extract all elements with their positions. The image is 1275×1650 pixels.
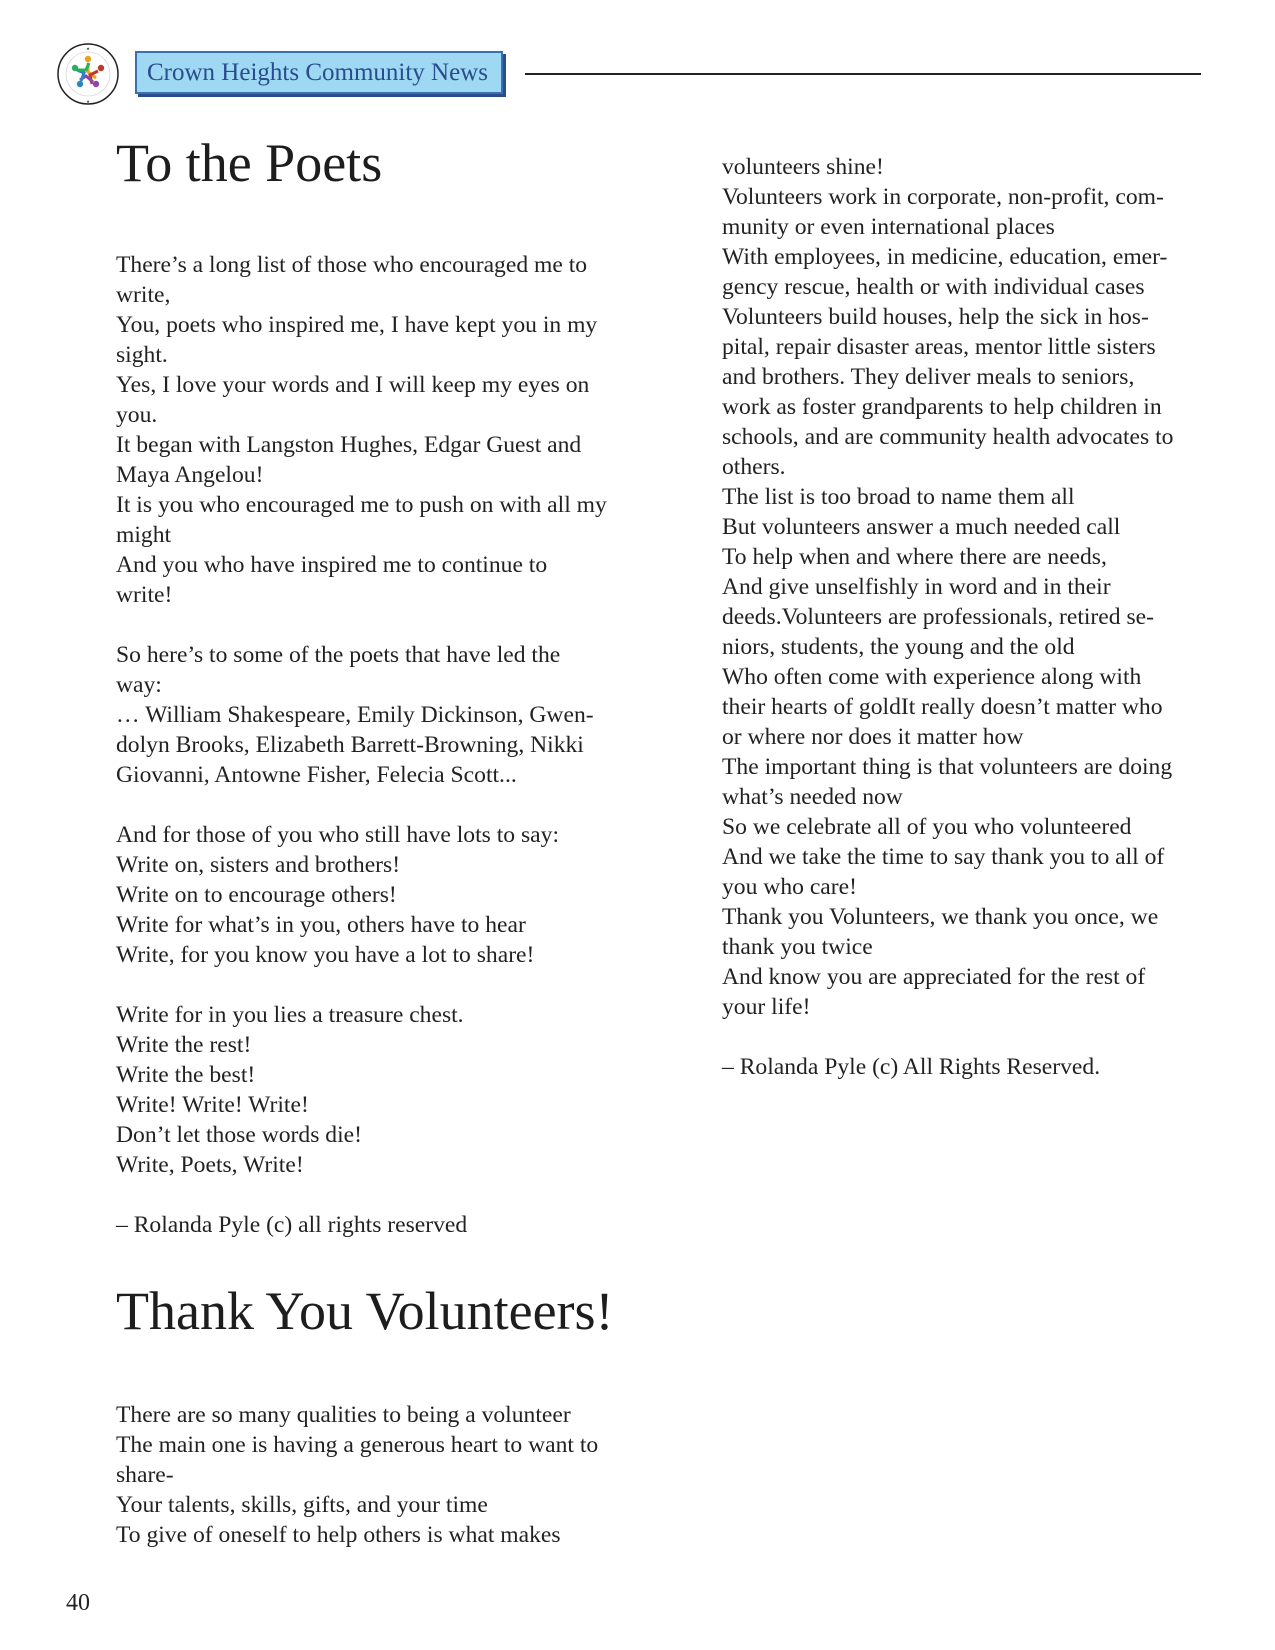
poem-line: dolyn Brooks, Elizabeth Barrett-Browning, Nikki — [116, 732, 584, 758]
poem-body-thank-you-volunteers-part1 — [116, 1400, 656, 1550]
poem-line: – Rolanda Pyle (c) All Rights Reserved. — [722, 1054, 1101, 1080]
poem-line: Write on to encourage others! — [116, 882, 397, 908]
poem-line: Write for what’s in you, others have to hear — [116, 912, 526, 938]
poem-line: what’s needed now — [722, 784, 903, 810]
poem-line: – Rolanda Pyle (c) all rights reserved — [116, 1212, 468, 1238]
poem-line: Write, Poets, Write! — [116, 1152, 304, 1178]
poem-line: There are so many qualities to being a volunteer — [116, 1402, 571, 1428]
poem-line: There’s a long list of those who encouraged me to — [116, 252, 588, 278]
stanza-break — [116, 790, 656, 820]
poem-line: Don’t let those words die! — [116, 1122, 362, 1148]
publication-masthead: Crown Heights Community News — [135, 51, 503, 94]
page-number: 40 — [66, 1590, 90, 1616]
page-header — [0, 0, 1275, 110]
poem-line: sight. — [116, 342, 168, 368]
poem-line: You, poets who inspired me, I have kept you in my — [116, 312, 598, 338]
poem-line: And for those of you who still have lots to say: — [116, 822, 559, 848]
right-column — [722, 152, 1227, 1082]
poem-line: Volunteers build houses, help the sick in hos- — [722, 304, 1149, 330]
poem-line: It is you who encouraged me to push on with all my — [116, 492, 607, 518]
poem-body-to-the-poets — [116, 250, 656, 1240]
svg-text:★: ★ — [86, 99, 90, 104]
poem-line: The important thing is that volunteers are doing — [722, 754, 1173, 780]
poem-line: And we take the time to say thank you to all of — [722, 844, 1165, 870]
poem-line: To give of oneself to help others is what makes — [116, 1522, 561, 1548]
poem-line: pital, repair disaster areas, mentor little sisters — [722, 334, 1156, 360]
poem-line: Thank you Volunteers, we thank you once, we — [722, 904, 1159, 930]
poem-line: The main one is having a generous heart to want to — [116, 1432, 599, 1458]
poem-line: So we celebrate all of you who volunteered — [722, 814, 1132, 840]
poem-line: volunteers shine! — [722, 154, 884, 180]
poem-body-thank-you-volunteers-part2 — [722, 152, 1227, 1082]
poem-line: So here’s to some of the poets that have led the — [116, 642, 561, 668]
community-organization-logo-icon — [56, 42, 120, 106]
poem-line: might — [116, 522, 172, 548]
poem-line: Write, for you know you have a lot to share! — [116, 942, 535, 968]
poem-title-to-the-poets: To the Poets — [116, 133, 383, 193]
poem-line: And know you are appreciated for the rest of — [722, 964, 1146, 990]
poem-line: Who often come with experience along with — [722, 664, 1142, 690]
poem-line: And you who have inspired me to continue to — [116, 552, 548, 578]
poem-line: But volunteers answer a much needed call — [722, 514, 1121, 540]
poem-line: … William Shakespeare, Emily Dickinson, Gwen- — [116, 702, 594, 728]
poem-line: thank you twice — [722, 934, 873, 960]
poem-line: And give unselfishly in word and in their — [722, 574, 1111, 600]
poem-line: others. — [722, 454, 786, 480]
left-column — [116, 132, 656, 1550]
poem-line: write, — [116, 282, 171, 308]
poem-line: munity or even international places — [722, 214, 1055, 240]
poem-line: write! — [116, 582, 173, 608]
stanza-break — [116, 610, 656, 640]
poem-line: way: — [116, 672, 162, 698]
poem-line: The list is too broad to name them all — [722, 484, 1075, 510]
poem-line: your life! — [722, 994, 811, 1020]
poem-line: you who care! — [722, 874, 857, 900]
poem-line: Maya Angelou! — [116, 462, 264, 488]
poem-line: share- — [116, 1462, 174, 1488]
poem-line: Yes, I love your words and I will keep my eyes on — [116, 372, 590, 398]
poem-line: Write the rest! — [116, 1032, 252, 1058]
poem-line: It began with Langston Hughes, Edgar Guest and — [116, 432, 582, 458]
poem-line: deeds.Volunteers are professionals, retired se- — [722, 604, 1154, 630]
poem-line: Write the best! — [116, 1062, 256, 1088]
poem-line: their hearts of goldIt really doesn’t matter who — [722, 694, 1163, 720]
poem-line: Volunteers work in corporate, non-profit, com- — [722, 184, 1164, 210]
poem-line: Your talents, skills, gifts, and your time — [116, 1492, 488, 1518]
poem-line: To help when and where there are needs, — [722, 544, 1107, 570]
poem-title-thank-you-volunteers: Thank You Volunteers! — [116, 1281, 614, 1341]
poem-line: gency rescue, health or with individual cases — [722, 274, 1145, 300]
poem-line: you. — [116, 402, 158, 428]
poem-line: work as foster grandparents to help children in — [722, 394, 1162, 420]
svg-text:★: ★ — [86, 46, 90, 51]
poem-line: schools, and are community health advocates to — [722, 424, 1174, 450]
poem-line: Write on, sisters and brothers! — [116, 852, 401, 878]
poem-line: Write! Write! Write! — [116, 1092, 309, 1118]
poem-line: niors, students, the young and the old — [722, 634, 1075, 660]
stanza-break — [116, 1180, 656, 1210]
poem-line: Write for in you lies a treasure chest. — [116, 1002, 464, 1028]
stanza-break — [116, 970, 656, 1000]
poem-line: or where nor does it matter how — [722, 724, 1024, 750]
poem-line: Giovanni, Antowne Fisher, Felecia Scott... — [116, 762, 517, 788]
poem-line: With employees, in medicine, education, emer- — [722, 244, 1168, 270]
header-rule — [525, 73, 1201, 75]
poem-line: and brothers. They deliver meals to seniors, — [722, 364, 1135, 390]
stanza-break — [722, 1022, 1227, 1052]
